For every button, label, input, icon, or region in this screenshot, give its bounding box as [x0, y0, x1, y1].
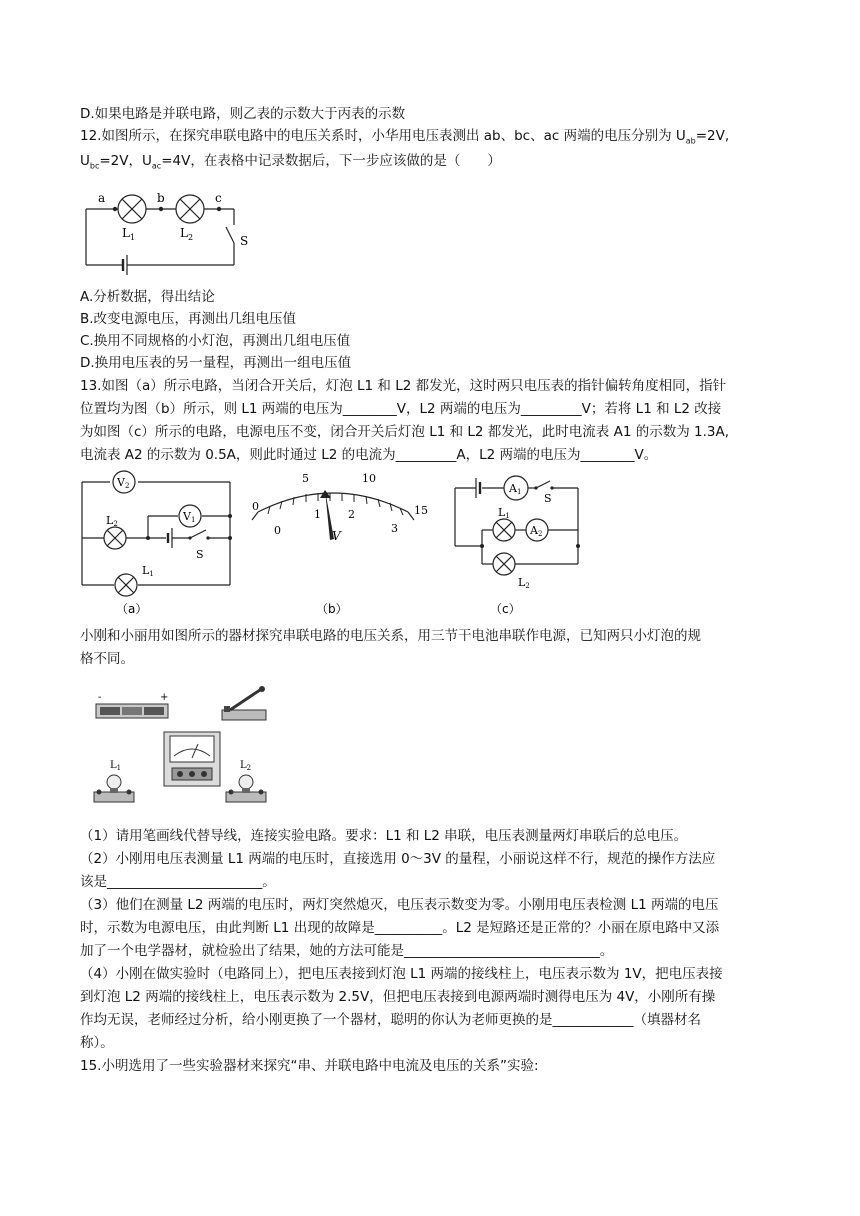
q13a-s-label: S — [196, 548, 204, 561]
q13a-l1-label: L1 — [142, 564, 154, 578]
q12-stem-line2: $U_{bc}=2V$，$U_{ac}=4V$，在表格中记录数据后，下一步应该做的是（ ） — [80, 153, 501, 171]
battery-pack — [96, 692, 168, 718]
q13-figure-c-circuit — [450, 468, 600, 616]
q12-label-s: S — [240, 234, 249, 248]
q12-label-b: b — [157, 191, 165, 205]
q14-part2-line2: 该是_______________________。 — [80, 874, 276, 890]
q13b-tick-top-0: 0 — [252, 500, 259, 513]
q13-stem-line1: 13.如图（a）所示电路，当闭合开关后，灯泡 L1 和 L2 都发光，这时两只电压表的指针偏转角度相同，指针 — [80, 378, 727, 394]
q13a-caption: （a） — [116, 602, 148, 616]
q12-series-circuit-figure — [80, 185, 250, 275]
knife-switch — [222, 686, 266, 720]
q14-part3-line1: （3）他们在测量 L2 两端的电压时，两灯突然熄灭，电压表示数变为零。小刚用电压表检测 L1 两端的电压 — [80, 897, 719, 913]
q12-stem-line1: 12.如图所示，在探究串联电路中的电压关系时，小华用电压表测出 ab、bc、ac 两端的电压分别为 $U_{ab}=2V$, — [80, 128, 730, 146]
lamp-l2 — [226, 760, 266, 802]
q13a-v2-label: V2 — [117, 476, 130, 490]
q13b-tick-bottom-3: 3 — [391, 522, 398, 535]
q14-part2-line1: （2）小刚用电压表测量 L1 两端的电压时，直接选用 0～3V 的量程，小丽说这样不行，规范的操作方法应 — [80, 851, 716, 867]
q13-figure-b-voltmeter-dial — [248, 468, 438, 618]
q13c-a1-label: A1 — [509, 482, 522, 496]
q13-stem-line3: 为如图（c）所示的电路，电源电压不变，闭合开关后灯泡 L1 和 L2 都发光，此时电流表 A1 的示数为 1.3A, — [80, 424, 730, 440]
q12-option-a: A.分析数据，得出结论 — [80, 289, 215, 305]
battery-plus-label: + — [160, 692, 169, 703]
q14-part1: （1）请用笔画线代替导线，连接实验电路。要求：L1 和 L2 串联，电压表测量两灯串联后的总电压。 — [80, 828, 688, 844]
q12-label-c: c — [215, 191, 222, 205]
q14-part3-line2: 时，示数为电源电压，由此判断 L1 出现的故障是__________。L2 是短路还是正常的？小丽在原电路中又添 — [80, 920, 720, 936]
lamp-l1-label: $L_1$ — [110, 760, 122, 772]
q13-figure-a-circuit — [78, 468, 238, 616]
q12-option-d: D.换用电压表的另一量程，再测出一组电压值 — [80, 355, 352, 371]
q13a-v1-label: V1 — [183, 510, 196, 524]
q13c-caption: （c） — [490, 602, 521, 616]
q13b-tick-top-15: 15 — [414, 504, 428, 517]
q12-option-c: C.换用不同规格的小灯泡，再测出几组电压值 — [80, 333, 351, 349]
q14-part3-line3: 加了一个电学器材，就检验出了结果，她的方法可能是_____________________________。 — [80, 943, 614, 959]
battery-minus-label: - — [98, 692, 102, 703]
q15-stem: 15.小明选用了一些实验器材来探究“串、并联电路中电流及电压的关系”实验: — [80, 1058, 539, 1074]
q14-part4-line1: （4）小刚在做实验时（电路同上），把电压表接到灯泡 L1 两端的接线柱上，电压表示数为 1V，把电压表接 — [80, 966, 723, 982]
voltmeter — [164, 732, 220, 786]
q13a-l2-label: L2 — [106, 514, 118, 528]
q13b-tick-bottom-2: 2 — [348, 508, 355, 521]
q13b-caption: （b） — [316, 602, 348, 616]
q13c-l1-label: L1 — [498, 506, 510, 520]
q13b-tick-top-5: 5 — [302, 472, 309, 485]
q12-label-a: a — [98, 191, 106, 205]
q13b-tick-bottom-1: 1 — [314, 508, 321, 521]
q13c-l2-label: L2 — [518, 576, 530, 590]
q12-label-l2: $L_2$ — [180, 226, 194, 242]
q11-option-d: D.如果电路是并联电路，则乙表的示数大于丙表的示数 — [80, 106, 406, 122]
q13b-unit-v: V — [332, 529, 341, 543]
lamp-l1 — [94, 760, 134, 802]
q14-apparatus-figure — [90, 688, 290, 818]
q14-part4-line4: 称）。 — [80, 1035, 114, 1051]
q12-option-b: B.改变电源电压，再测出几组电压值 — [80, 311, 297, 327]
q13b-tick-bottom-0: 0 — [274, 524, 281, 537]
q14-intro-line1: 小刚和小丽用如图所示的器材探究串联电路的电压关系，用三节干电池串联作电源，已知两只小灯泡的规 — [80, 628, 701, 644]
q13c-a2-label: A2 — [530, 524, 543, 538]
q13b-tick-top-10: 10 — [362, 472, 376, 485]
q14-intro-line2: 格不同。 — [80, 651, 134, 667]
q13-stem-line4: 电流表 A2 的示数为 0.5A，则此时通过 L2 的电流为_________A，L2 两端的电压为________V。 — [80, 447, 658, 463]
q13c-s-label: S — [544, 492, 552, 505]
q13-stem-line2: 位置均为图（b）所示，则 L1 两端的电压为________V，L2 两端的电压为_________V；若将 L1 和 L2 改接 — [80, 401, 722, 417]
lamp-l2-label: $L_2$ — [240, 760, 252, 772]
q14-part4-line2: 到灯泡 L2 两端的接线柱上，电压表示数为 2.5V，但把电压表接到电源两端时测得电压为 4V，小刚所有操 — [80, 989, 716, 1005]
q14-part4-line3: 作均无误，老师经过分析，给小刚更换了一个器材，聪明的你认为老师更换的是____________（填器材名 — [80, 1012, 701, 1028]
q12-label-l1: $L_1$ — [122, 226, 136, 242]
